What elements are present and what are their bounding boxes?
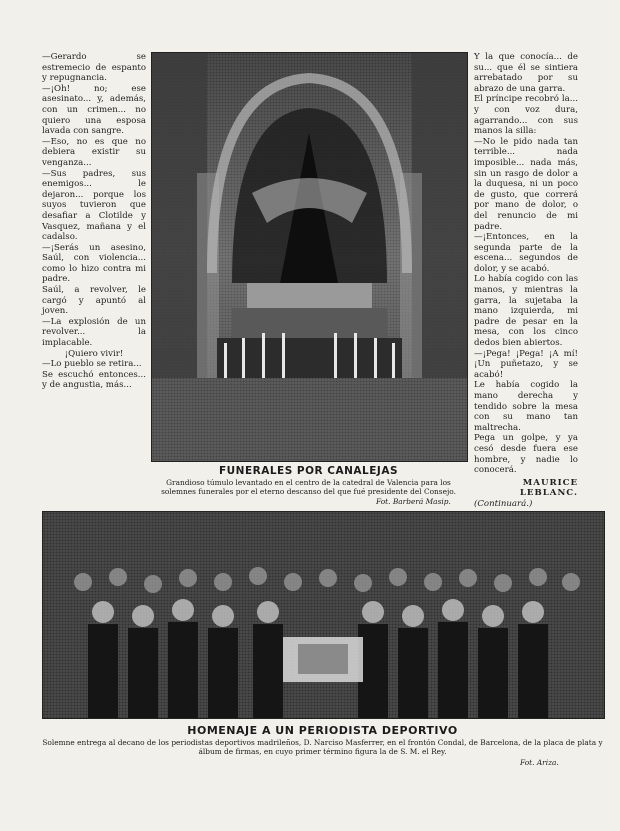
right-text-column xyxy=(474,52,578,510)
homage-crowd-photo xyxy=(42,511,605,719)
paragraph: Le había cogido la mano derecha y tendido sobre la mesa con su mano tan maltrecha. xyxy=(474,380,578,433)
paragraph: —Lo pueblo se retira... xyxy=(42,359,142,370)
paragraph: Y la que conocía... de su... que él se sintiera arrebatado por su abrazo de una garra. xyxy=(474,52,578,94)
bottom-caption-title: HOMENAJE A UN PERIODISTA DEPORTIVO xyxy=(187,724,458,737)
paragraph: Pega un golpe, y ya cesó desde fuera ese hombre, y nadie lo conocerá. xyxy=(474,433,578,476)
paragraph: —Sus padres, sus enemigos... le dejaron... porque los suyos tuvieron que desafiar a Clotilde y Vasquez, mañana y el cadalso. xyxy=(42,168,146,243)
continued-note: (Continuará.) xyxy=(474,498,533,509)
paragraph: Lo había cogido con las manos, y mientras la garra, la sujetaba la mano izquierda, mi padre de pesar en la mesa, con los cinco dedos bien abiertos. xyxy=(474,274,578,349)
top-caption-text: Grandioso túmulo levantado en el centro de la catedral de Valencia para los solemnes funerales por el eterno descanso del que fué presidente del Consejo. xyxy=(161,478,456,496)
bottom-photo-credit: Fot. Ariza. xyxy=(520,758,559,767)
paragraph: —Gerardo se estremecio de espanto y repugnancia. xyxy=(42,52,146,84)
paragraph: —¡Entonces, en la segunda parte de la escena... segundos de dolor, y se acabó. xyxy=(474,232,578,274)
paragraph: —¡Serás un asesino, Saúl, con violencia... como lo hizo contra mi padre. xyxy=(42,242,146,285)
paragraph: El príncipe recobró la... y con voz dura, agarrando... con sus manos la silla: xyxy=(474,94,578,137)
top-caption-title: FUNERALES POR CANALEJAS xyxy=(218,465,399,477)
paragraph: —Eso, no es que no debiera existir su venganza... xyxy=(42,136,146,168)
paragraph: Se escuchó entonces... y de angustia, más... xyxy=(42,369,146,391)
paragraph: —No le pido nada tan terrible... nada imposible... nada más, sin un rasgo de dolor a la duquesa, ni un poco de gusto, que correrá por mano de dolor, o del renuncio de mi padre. xyxy=(474,136,578,232)
paragraph: —¡Pega! ¡Pega! ¡A mí! ¡Un puñetazo, y se acabó! xyxy=(474,348,578,380)
paragraph: —La explosión de un revolver... la implacable. xyxy=(42,316,146,349)
author-signature: MAURICE LEBLANC. xyxy=(519,477,578,499)
top-photo-credit: Fot. Barberá Masip. xyxy=(376,497,451,506)
paragraph: —¡Oh! no; ese asesinato... y, además, con un crimen... no quiero una esposa lavada con sangre. xyxy=(42,83,146,137)
paragraph: ¡Quiero vivir! xyxy=(64,348,124,359)
cathedral-illustration xyxy=(152,53,467,461)
crowd-illustration xyxy=(43,512,604,718)
funeral-catafalque-photo xyxy=(151,52,468,462)
paragraph: Saúl, a revolver, le cargó y apuntó al joven. xyxy=(42,285,146,317)
bottom-caption-text: Solemne entrega al decano de los periodistas deportivos madrileños, D. Narciso Masferrer, en el frontón Condal, de Barcelona, de la placa de plata y álbum de firmas, en cuyo primer término figura la de S. M. el Rey. xyxy=(42,738,603,756)
left-text-column xyxy=(42,52,146,391)
